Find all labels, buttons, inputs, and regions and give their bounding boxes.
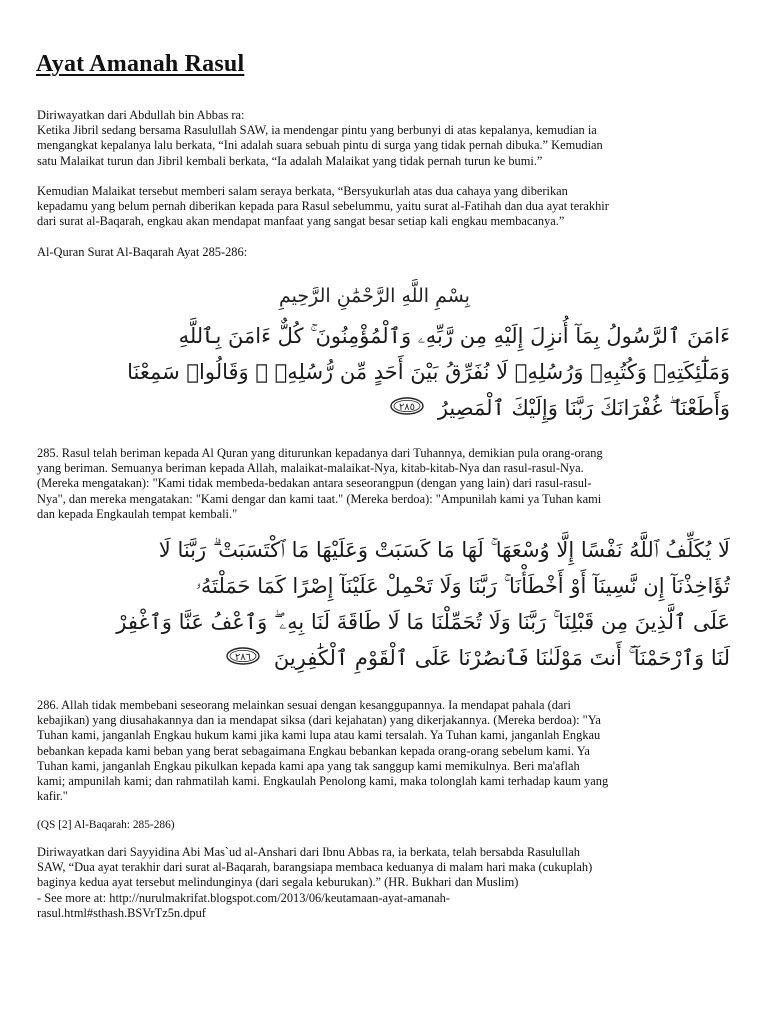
text-line: bebankan kepada kami beban yang berat sebagaimana Engkau bebankan kepada orang-orang sebelum kami. Ya	[37, 743, 590, 758]
bismillah-calligraphy	[34, 270, 470, 318]
page-title: Ayat Amanah Rasul	[36, 51, 245, 77]
text-line: dan kepada Engkaulah tempat kembali."	[37, 506, 238, 521]
text-line: 286. Allah tidak membebani seseorang melainkan sesuai dengan kesanggupannya. Ia mendapat pahala (dari	[37, 698, 571, 712]
verse-286-arabic	[36, 532, 730, 676]
closing-paragraph	[37, 845, 731, 921]
verse-number-marker	[225, 641, 261, 677]
arabic-line-text: لَنَا وَٱرْحَمْنَآ ۚ أَنتَ مَوْلَىٰنَا فَٱنصُرْنَا عَلَى ٱلْقَوْمِ ٱلْكَٰفِرِينَ	[273, 646, 730, 670]
arabic-line-last	[36, 390, 730, 426]
arabic-line-last	[36, 640, 730, 676]
arabic-line: ءَامَنَ ٱلرَّسُولُ بِمَآ أُنزِلَ إِلَيْهِ مِن رَّبِّهِۦ وَٱلْمُؤْمِنُونَ ۚ كُلٌّ ءَامَنَ بِٱللَّهِ	[178, 324, 730, 348]
text-line: Diriwayatkan dari Abdullah bin Abbas ra:	[37, 108, 245, 122]
bismillah-image	[34, 270, 470, 318]
text-line: SAW, “Dua ayat terakhir dari surat al-Baqarah, barangsiapa membaca keduanya di malam hari maka (cukuplah)	[37, 860, 593, 875]
arabic-line: وَمَلَٰٓئِكَتِهِۦ وَكُتُبِهِۦ وَرُسُلِهِۦ لَا نُفَرِّقُ بَيْنَ أَحَدٍ مِّن رُّسُلِهِۦ ۚ وَقَالُوا۟ سَمِعْنَا	[127, 360, 730, 384]
text-line: Diriwayatkan dari Sayyidina Abi Mas`ud al-Anshari dari Ibnu Abbas ra, ia berkata, telah bersabda Rasulullah	[37, 845, 580, 859]
citation	[37, 818, 731, 833]
text-line: 285. Rasul telah beriman kepada Al Quran yang diturunkan kepadanya dari Tuhannya, demikian pula orang-orang	[37, 446, 603, 460]
citation-text: (QS [2] Al-Baqarah: 285-286)	[37, 819, 175, 831]
verse-number: ٢٨٥	[399, 402, 416, 413]
text-line: dari surat al-Baqarah, engkau akan mendapat manfaat yang sangat besar setiap kali engkau membacanya.”	[37, 214, 565, 229]
text-line: Tuhan kami, janganlah Engkau hukum kami jika kami lupa atau kami tersalah. Ya Tuhan kami, janganlah Engkau	[37, 728, 601, 743]
verse-285-arabic	[36, 318, 730, 426]
text-line: Nya", dan mereka mengatakan: "Kami dengar dan kami taat." (Mereka berdoa): "Ampunilah kami ya Tuhan kami	[37, 491, 602, 506]
text-line: kafir."	[37, 789, 68, 804]
text-line: (Mereka mengatakan): "Kami tidak membeda-bedakan antara seseorangpun (dengan yang lain) dari rasul-rasul-	[37, 476, 592, 491]
text-line: mengangkat kepalanya lalu berkata, “Ini adalah suara sebuah pintu di surga yang tidak pernah dibuka.” Kemudian	[37, 138, 603, 153]
text-line: baginya kedua ayat tersebut melindunginya (dari segala keburukan).” (HR. Bukhari dan Muslim)	[37, 875, 519, 890]
bismillah-text: بِسْمِ اللَّهِ الرَّحْمَٰنِ الرَّحِيمِ	[279, 285, 470, 307]
verse-286-translation	[37, 698, 731, 804]
arabic-line: عَلَى ٱلَّذِينَ مِن قَبْلِنَا ۚ رَبَّنَا وَلَا تُحَمِّلْنَا مَا لَا طَاقَةَ لَنَا بِهِۦ ۖ وَٱعْفُ عَنَّا وَٱغْفِرْ	[116, 610, 730, 634]
arabic-line: تُؤَاخِذْنَآ إِن نَّسِينَآ أَوْ أَخْطَأْنَا ۚ رَبَّنَا وَلَا تَحْمِلْ عَلَيْنَآ إِصْرًا كَمَا حَمَلْتَهُۥ	[195, 574, 730, 598]
arabic-line: لَا يُكَلِّفُ ٱللَّهُ نَفْسًا إِلَّا وُسْعَهَا ۚ لَهَا مَا كَسَبَتْ وَعَلَيْهَا مَا ٱكْتَسَبَتْ ۗ رَبَّنَا لَا	[158, 538, 730, 562]
verse-285-translation	[37, 446, 731, 522]
surah-heading-text: Al-Quran Surat Al-Baqarah Ayat 285-286:	[37, 245, 248, 259]
text-line: Ketika Jibril sedang bersama Rasulullah SAW, ia mendengar pintu yang berbunyi di atas kepalanya, kemudian ia	[37, 123, 597, 138]
text-line: Tuhan kami, janganlah Engkau pikulkan kepada kami apa yang tak sanggup kami memikulnya. Beri ma'aflah	[37, 758, 580, 773]
text-line: satu Malaikat turun dan Jibril kembali berkata, “Ia adalah Malaikat yang tidak pernah turun ke bumi.”	[37, 153, 543, 168]
text-line: kami; ampunilah kami; dan rahmatilah kami. Engkaulah Penolong kami, maka tolonglah kami terhadap kaum yang	[37, 774, 609, 789]
source-link[interactable]: rasul.html#sthash.BSVrTz5n.dpuf	[37, 905, 206, 920]
verse-number-marker	[389, 391, 425, 427]
arabic-line-text: وَأَطَعْنَا ۖ غُفْرَانَكَ رَبَّنَا وَإِلَيْكَ ٱلْمَصِيرُ	[437, 396, 730, 420]
intro-paragraph	[37, 108, 731, 169]
text-line: yang beriman. Semuanya beriman kepada Allah, malaikat-malaikat-Nya, kitab-kitab-Nya dan rasul-rasul-Nya.	[37, 461, 584, 476]
verse-number: ٢٨٦	[235, 652, 252, 663]
text-line: Kemudian Malaikat tersebut memberi salam seraya berkata, “Bersyukurlah atas dua cahaya yang diberikan	[37, 184, 568, 198]
paragraph-two	[37, 184, 731, 230]
source-link[interactable]: - See more at: http://nurulmakrifat.blogspot.com/2013/06/keutamaan-ayat-amanah-	[37, 890, 450, 905]
surah-heading	[37, 245, 731, 260]
text-line: kebajikan) yang diusahakannya dan ia mendapat siksa (dari kejahatan) yang dikerjakannya. (Mereka berdoa): "Ya	[37, 713, 601, 728]
text-line: kepadamu yang belum pernah diberikan kepada para Rasul sebelummu, yaitu surat al-Fatihah dan dua ayat terakhir	[37, 199, 609, 214]
